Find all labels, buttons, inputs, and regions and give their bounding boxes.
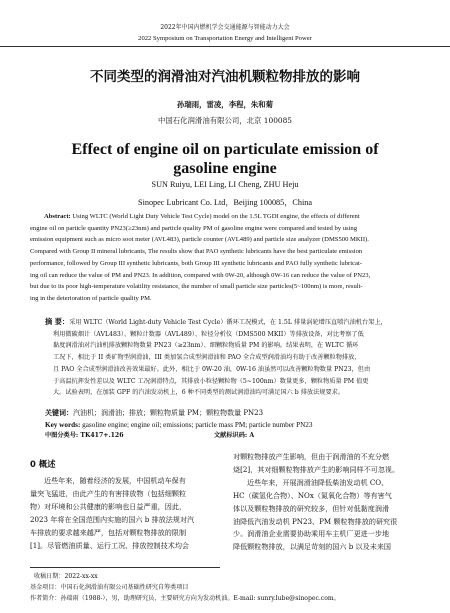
keywords-en-label: Key words:	[45, 421, 81, 429]
body-line: 物）对环境和公共健康的影响也日益严重，因此，	[30, 501, 187, 511]
abstract-cn-line: 于高温抗挥发性差以及 WLTC 工况润滑特点，其排放小粒径颗粒物（5~100nm）数量更多，颗粒物质量 PM 值更	[53, 377, 369, 385]
authors-en: SUN Ruiyu, LEI Ling, LI Cheng, ZHU Heju	[151, 180, 299, 189]
abstract-en-line: Compared with Group II mineral lubricants, The results show that PAO synthetic lubricants have the best particulate emission	[30, 248, 363, 256]
body-line: 少。润滑油企业需要协助乘用车主机厂更进一步地	[233, 529, 390, 539]
keywords-en-text: gasoline engine; engine oil; emissions; particle mass PM; particle number PN23	[82, 421, 313, 429]
footnote-received: 收稿日期：2022-xx-xx	[34, 573, 98, 580]
footnote-author: 作者简介：孙瑞雨（1988-），男，助理研究员，主要研究方向为发动机油。E-mail: sunry.lube@sinopec.com。	[30, 595, 340, 602]
body-line: 对颗粒物排放产生影响，但由于润滑油的不充分燃	[233, 452, 390, 461]
keywords-en	[45, 420, 313, 430]
body-line: 量突飞猛进，由此产生的有害排放物（包括细颗粒	[30, 488, 187, 498]
right-column	[233, 451, 421, 554]
conference-header-en: 2022 Symposium on Transportation Energy and Intelligent Power	[138, 35, 312, 42]
body-line: 2023 年将在全国范围内实施的国六 b 排放法规对汽	[30, 514, 195, 524]
body-line: 近些年来，开展润滑油降低柴油发动机 CO、	[247, 477, 389, 487]
abstract-cn-line: 利用微碳烟计（AVL483）、颗粒计数器（AVL489）、粒径分析仪（DMS500 MKII）等排放设备，对比考察了低	[53, 330, 364, 338]
authors-cn: 孙瑞雨，雷凌，李程，朱和菊	[176, 100, 274, 109]
footnote-rule	[30, 567, 220, 568]
body-line: 油降低汽油发动机 PN23、PM 颗粒物排放的研究很	[233, 516, 398, 526]
abstract-en-line: emission equipment such as micro soot meter (AVL483), particle counter (AVL489) and particle size analyzer (DMS500 MKII).	[30, 236, 369, 244]
body-line: 降低颗粒物排放，以满足苛刻的国六 b 以及未来国	[233, 542, 392, 552]
left-column	[30, 475, 218, 552]
abstract-en-line: performance, followed by Group III synthetic lubricants, both Group III synthetic lubricants and PAO fully synthetic lubricat-	[30, 259, 362, 267]
clc-number: 中图分类号: TK417+.126	[45, 432, 124, 439]
abstract-en-label: Abstract:	[44, 213, 71, 220]
keywords-cn-label: 关键词：	[45, 408, 73, 417]
title-en: Effect of engine oil on particulate emission of gasoline engine	[71, 141, 379, 177]
keywords-cn	[45, 408, 263, 418]
body-line: HC（碳氢化合物）、NOx（氮氧化合物）等有害气	[233, 490, 392, 500]
body-line: [1]。尽管燃油质量、运行工况、排放控制技术均会	[30, 540, 190, 550]
abstract-cn-line: 黏度润滑油对汽油机排放颗粒物数量 PN23（≥23nm）、细颗粒物质量 PM 的影响。结果表明，在 WLTC 循环	[53, 342, 359, 350]
abstract-cn-label: 摘 要：	[45, 317, 70, 326]
header-rule	[0, 46, 450, 47]
abstract-cn-line: 大。试验表明，在加装 GPF 的汽油发动机上，6 种不同类型的测试润滑油均可满足国六 b 排放法规要求。	[53, 389, 345, 397]
body-line: 烧[2]，其对细颗粒物排放产生的影响同样不可忽视。	[233, 464, 400, 474]
title-cn: 不同类型的润滑油对汽油机颗粒物排放的影响	[90, 69, 360, 85]
body-line: 体以及颗粒物排放的研究较多，但针对低黏度润滑	[233, 503, 390, 513]
keywords-cn-text: 汽油机；润滑油；排放；颗粒物质量 PM；颗粒物数量 PN23	[73, 409, 264, 417]
abstract-en-line: but due to its poor high-temperature volatility resistance, the number of small particle size particles(5~100nm) is more, result-	[30, 283, 363, 291]
body-line: 近些年来，随着经济的发展，中国机动车保有	[44, 476, 186, 485]
abstract-en-line: Using WLTC (World Light Duty Vehicle Test Cycle) model on the 1.5L TGDI engine, the effects of different	[72, 213, 360, 220]
abstract-cn-line: 采用 WLTC（World Light-duty Vehicle Test Cycle）循环工况模式，在 1.5L 排量涡轮增压直喷汽油机台架上，	[69, 319, 387, 326]
conference-header-cn: 2022年中国内燃机学会交通能源与智能动力大会	[160, 24, 290, 31]
affiliation-en: Sinopec Lubricant Co. Ltd，Beijing 100085，China	[138, 198, 312, 207]
abstract-cn	[45, 316, 421, 399]
footnote-fund: 基金项目：中国石化润滑油有限公司基础性研究自筹类项目	[30, 584, 189, 591]
document-code: 文献标识码: A	[214, 432, 255, 439]
abstract-en	[30, 211, 425, 305]
abstract-en-line: engine oil on particle quantity PN23(≥23nm) and particle quality PM of gasoline engine were compared and tested by using	[30, 224, 357, 232]
body-line: 车排放的要求越来越严，包括对颗粒物排放的限制	[30, 527, 187, 537]
section-heading: 0 概述	[30, 459, 56, 469]
abstract-en-line: ing oil can reduce the value of PM and PN23. In addition, compared with 0W-20, although 0W-16 can reduce the value of PN23,	[30, 271, 371, 279]
abstract-en-line: ing in the deterioration of particle quality PM.	[30, 294, 152, 302]
abstract-cn-line: 工况下，相比于 II 类矿物型润滑油，III 类加氢合成型润滑油和 PAO 全合成型润滑油均有助于改善颗粒物排放，	[53, 354, 361, 362]
affiliation-cn: 中国石化润滑油有限公司，北京 100085	[157, 116, 293, 125]
abstract-cn-line: 且 PAO 全合成型润滑油改善效果最好。此外，相比于 0W-20 油，0W-16 油虽然可以改善颗粒物数量 PN23，但由	[53, 365, 371, 373]
